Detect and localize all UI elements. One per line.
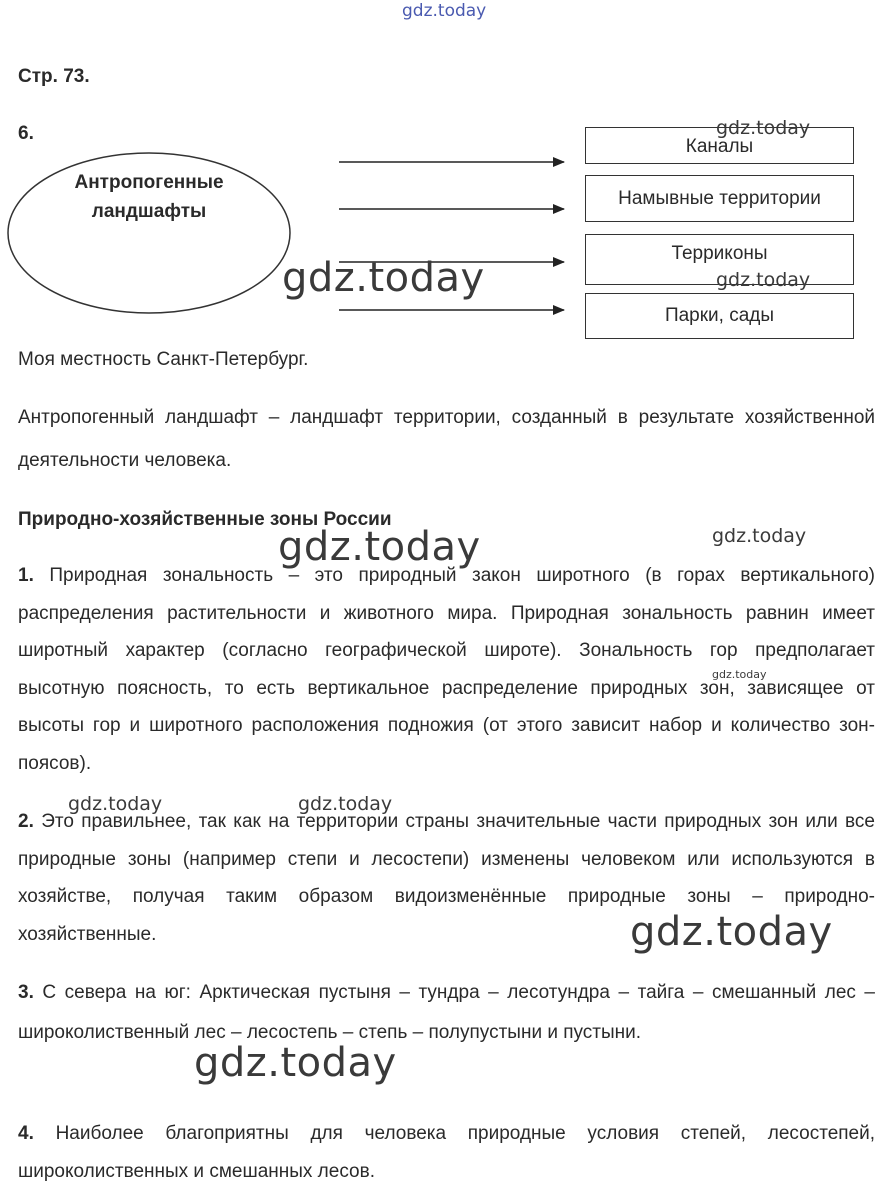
watermark: gdz.today xyxy=(716,117,811,139)
answer-3-text: С севера на юг: Арктическая пустыня – тундра – лесотундра – тайга – смешанный лес – широколиственный лес – лесостепь – степь – полупустыни и пустыни. xyxy=(18,982,875,1043)
watermark: gdz.today xyxy=(282,255,485,301)
watermark: gdz.today xyxy=(298,793,393,815)
answer-3-number: 3. xyxy=(18,982,34,1003)
definition-paragraph: Антропогенный ландшафт – ландшафт территории, созданный в результате хозяйственной деятельности человека. xyxy=(18,407,875,471)
answer-4 xyxy=(18,1115,875,1190)
answer-3 xyxy=(18,973,875,1053)
watermark: gdz.today xyxy=(68,793,163,815)
watermark: gdz.today xyxy=(194,1040,397,1086)
locality-text: Моя местность Санкт-Петербург. xyxy=(18,349,309,370)
watermark: gdz.today xyxy=(712,525,807,547)
ellipse-label: Антропогенные ландшафты xyxy=(74,172,224,222)
answer-4-number: 4. xyxy=(18,1123,34,1144)
task-6-number: 6. xyxy=(18,123,34,144)
box-kanaly: Каналы xyxy=(585,127,854,164)
section-title: Природно-хозяйственные зоны России xyxy=(18,509,392,530)
watermark: gdz.today xyxy=(278,524,481,570)
answer-2-number: 2. xyxy=(18,811,34,832)
answer-4-text: Наиболее благоприятны для человека природные условия степей, лесостепей, широколиственных и смешанных лесов. xyxy=(18,1123,876,1182)
watermark: gdz.today xyxy=(630,909,833,955)
answer-1-text: Природная зональность – это природный закон широтного (в горах вертикального) распределения растительности и животного мира. Природная зональность равнин имеет широтный характер (согласно географической широте). Зональность гор предполагает высотную поясность, то есть вертикальное распределение природных зон, зависящее от высоты гор и широтного расположения подножия (от этого зависит набор и количество зон-поясов). xyxy=(18,565,876,774)
page-label: Стр. 73. xyxy=(18,66,90,87)
box-namyvnye: Намывные территории xyxy=(585,175,854,222)
answer-2-text: Это правильнее, так как на территории страны значительные части природных зон или все природные зоны (например степи и лесостепи) изменены человеком или используются в хозяйстве, получая таким образом видоизменённые природные зоны – природно-хозяйственные. xyxy=(18,811,875,945)
box-parki: Парки, сады xyxy=(585,293,854,339)
answer-1-number: 1. xyxy=(18,565,34,586)
watermark: gdz.today xyxy=(712,668,767,681)
box-terrikony: Терриконы xyxy=(585,234,854,285)
watermark-top: gdz.today xyxy=(402,1,487,21)
watermark: gdz.today xyxy=(716,269,811,291)
